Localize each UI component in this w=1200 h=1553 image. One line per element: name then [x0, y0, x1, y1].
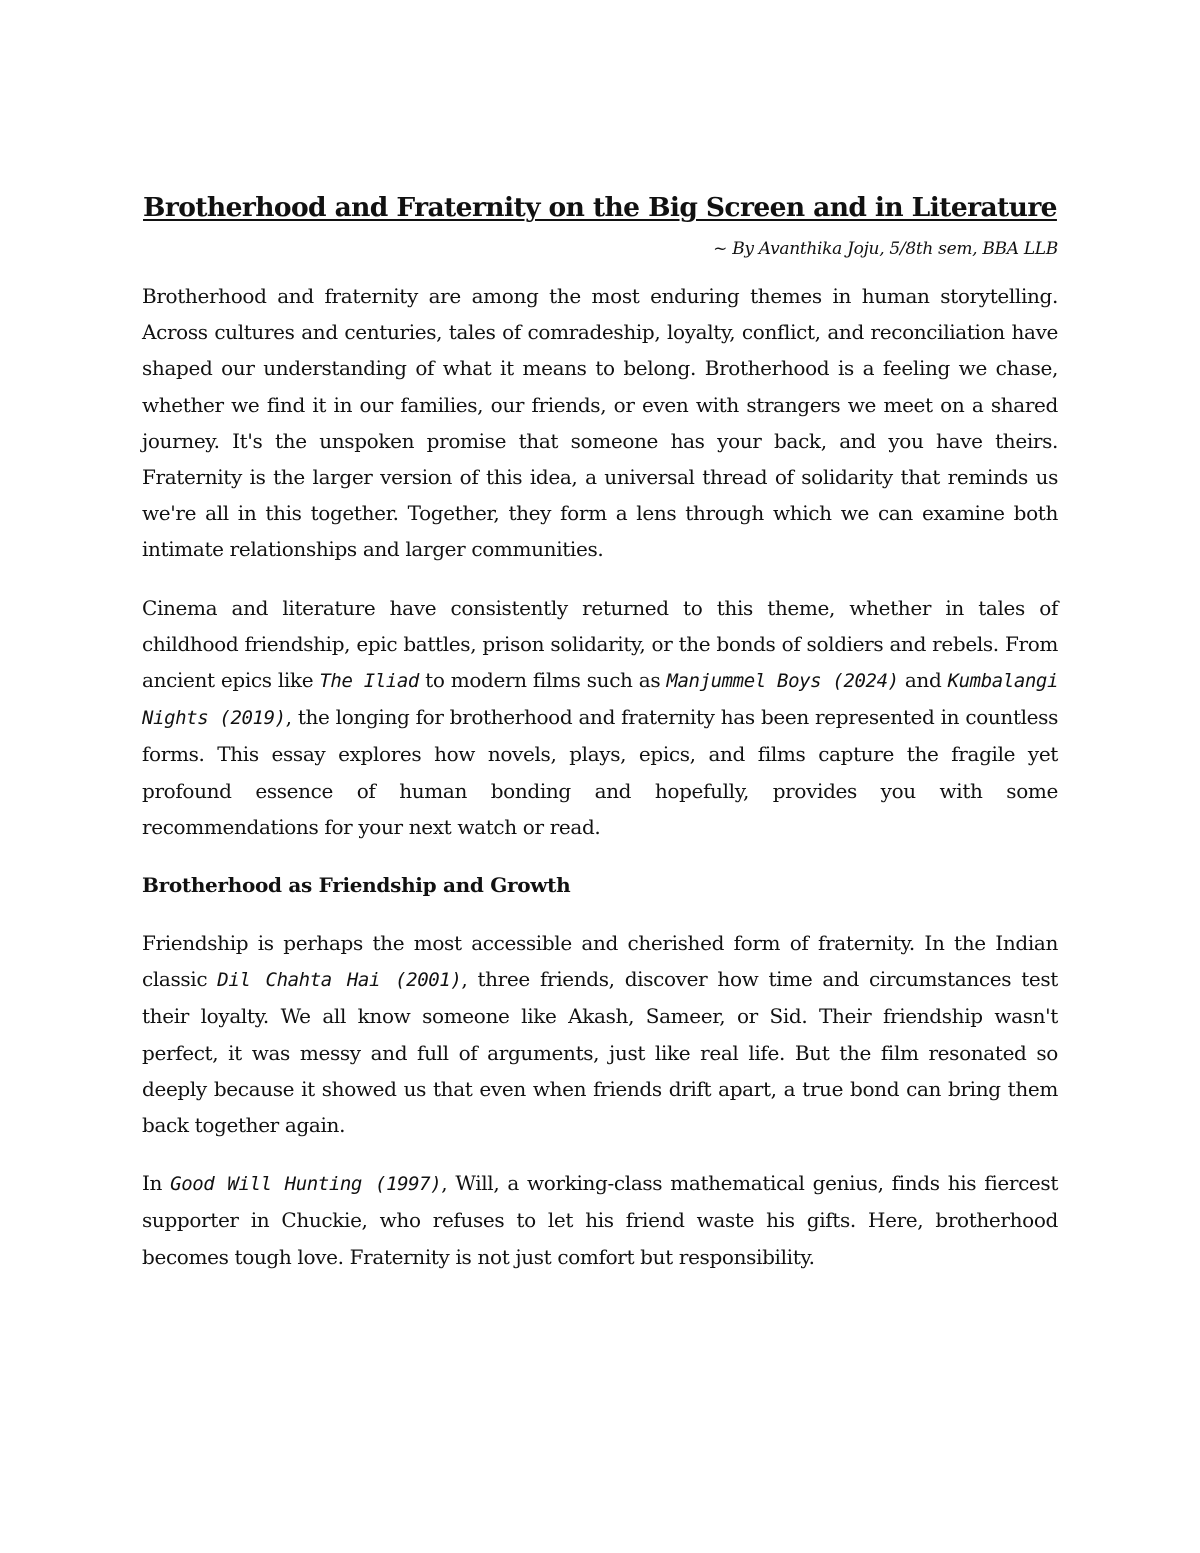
- paragraph-text: Friendship is perhaps the most accessible and cherished form of fraternity. In the Indian classic: [142, 931, 1058, 992]
- paragraph-text: to modern films such as: [418, 668, 667, 693]
- work-title-iliad: The Iliad: [319, 670, 419, 693]
- author-byline: ~ By Avanthika Joju, 5/8th sem, BBA LLB: [713, 239, 1058, 259]
- paragraph-cinema-literature: [142, 590, 1058, 845]
- paragraph-friendship: [142, 925, 1058, 1143]
- section-heading: Brotherhood as Friendship and Growth: [142, 873, 571, 898]
- paragraph-intro: Brotherhood and fraternity are among the most enduring themes in human storytelling. Across cultures and centuries, tales of comradeship, loyalty, conflict, and reconciliation have shaped our understanding of what it means to belong. Brotherhood is a feeling we chase, whether we find it in our families, our friends, or even with strangers we meet on a shared journey. It's the unspoken promise that someone has your back, and you have theirs. Fraternity is the larger version of this idea, a universal thread of solidarity that reminds us we're all in this together. Together, they form a lens through which we can examine both intimate relationships and larger communities.: [142, 284, 1058, 562]
- document-page: [142, 188, 1058, 1275]
- paragraph-good-will-hunting: [142, 1165, 1058, 1275]
- work-title-dil-chahta-hai: Dil Chahta Hai (2001): [217, 969, 462, 992]
- work-title-good-will-hunting: Good Will Hunting (1997): [170, 1173, 442, 1196]
- essay-title: Brotherhood and Fraternity on the Big Screen and in Literature: [143, 192, 1057, 223]
- work-title-kumbalangi-nights: Kumbalangi Nights (2019): [142, 670, 1058, 730]
- paragraph-text: Cinema and literature have consistently returned to this theme, whether in tales of childhood friendship, epic battles, prison solidarity, or the bonds of soldiers and rebels. From ancient epics like: [142, 595, 1058, 693]
- paragraph-text: , three friends, discover how time and circumstances test their loyalty. We all know someone like Akash, Sameer, or Sid. Their friendship wasn't perfect, it was messy and full of arguments, just like real life. But the film resonated so deeply because it showed us that even when friends drift apart, a true bond can bring them back together again.: [142, 967, 1058, 1138]
- paragraph-text: , the longing for brotherhood and fraternity has been represented in countless forms. This essay explores how novels, plays, epics, and films capture the fragile yet profound essence of human bonding and hopefully, provides you with some recommendations for your next watch or read.: [142, 705, 1058, 839]
- paragraph-text: and: [898, 668, 948, 693]
- paragraph-text: , Will, a working-class mathematical genius, finds his fiercest supporter in Chuckie, who refuses to let his friend waste his gifts. Here, brotherhood becomes tough love. Fraternity is not just comfort but responsibility.: [142, 1171, 1059, 1269]
- work-title-manjummel-boys: Manjummel Boys (2024): [666, 670, 899, 693]
- paragraph-text: In: [142, 1171, 171, 1196]
